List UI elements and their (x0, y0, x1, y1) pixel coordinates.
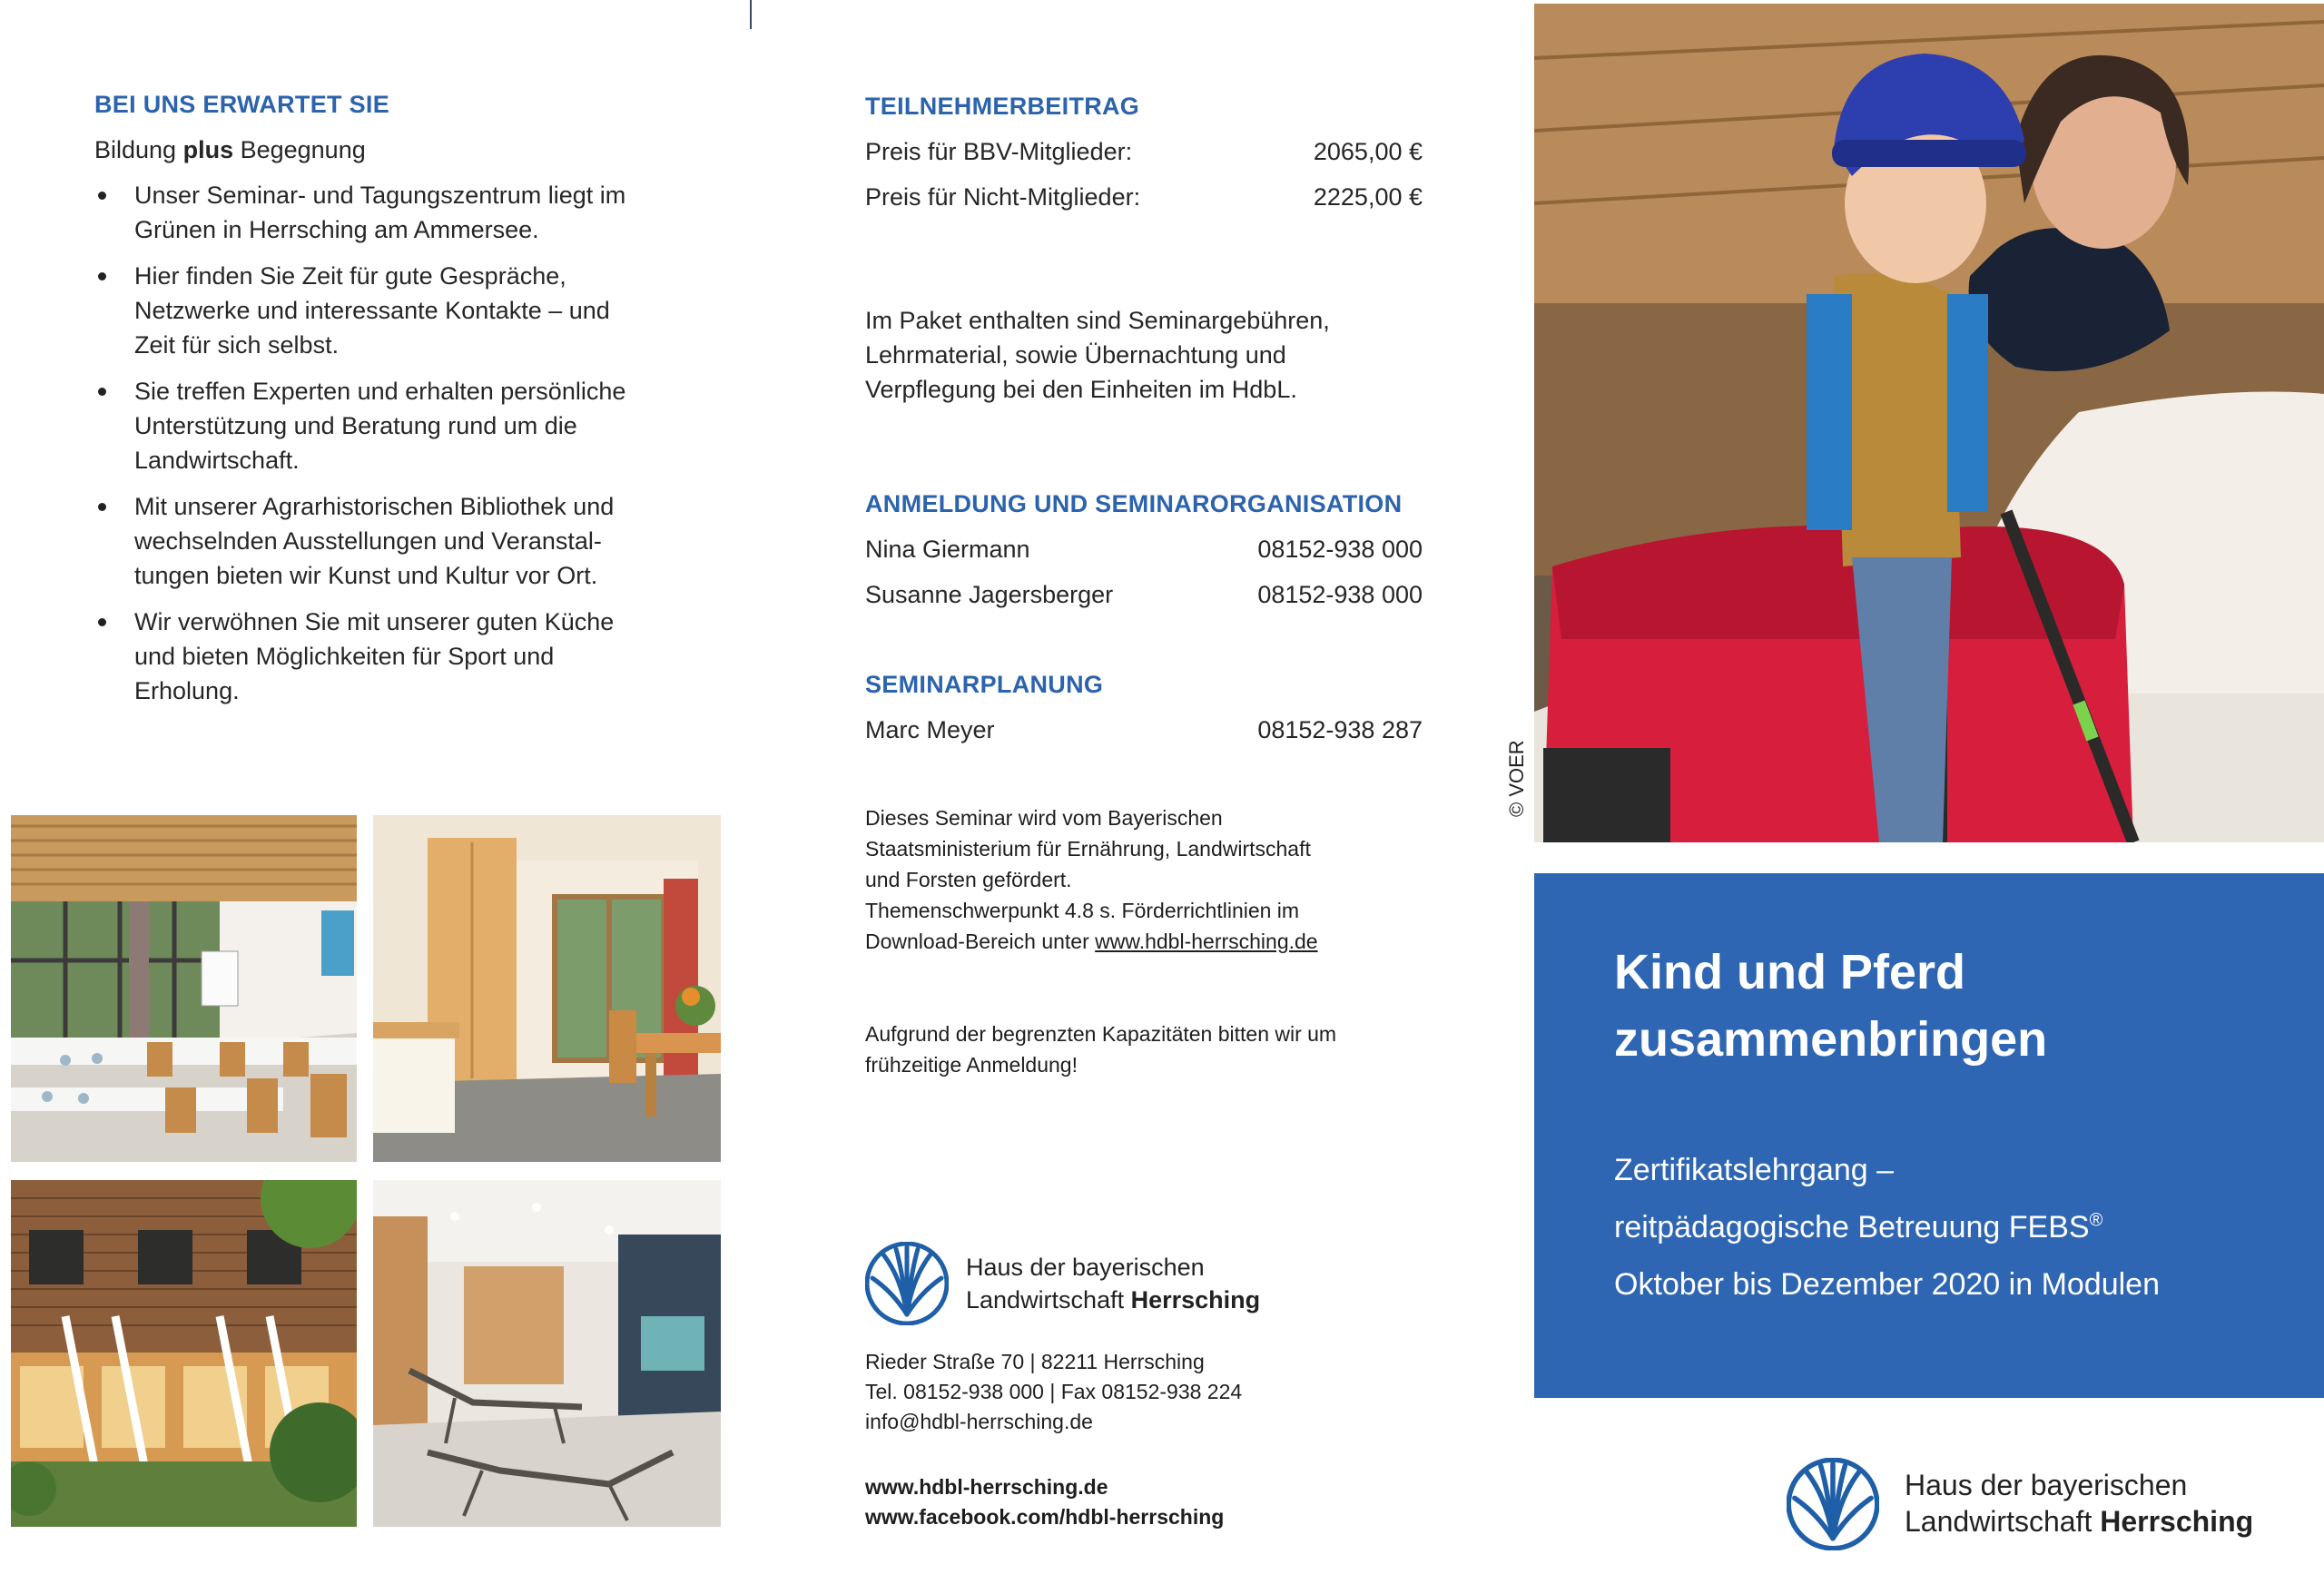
address-block: Rieder Straße 70 | 82211 Herrsching Tel. 08152-938 000 | Fax 08152-938 224 info@hdbl-herrsching.de (865, 1350, 1243, 1433)
hdbl-logo-icon (1787, 1458, 1879, 1550)
title-panel (1534, 873, 2324, 1398)
contact-row (865, 577, 1423, 612)
registration-heading: ANMELDUNG UND SEMINARORGANISATION (865, 490, 1403, 517)
price-label: Preis für BBV-Mitglieder: (865, 138, 1133, 165)
cover-photo-child-on-horse (1534, 4, 2324, 842)
planning-heading: SEMINARPLANUNG (865, 671, 1104, 698)
funding-note: Dieses Seminar wird vom Bayerischen Staatsministerium für Ernährung, Landwirtschaft und Forsten gefördert. Themenschwerpunkt 4.8 s. Förderrichtlinien im Download-Bereich unter www.hdbl-herrsching.de (865, 806, 1318, 953)
course-subtitle: Zertifikatslehrgang – reitpädagogische Betreuung FEBS® Oktober bis Dezember 2020 in Modulen (1614, 1153, 2160, 1302)
photo-credit: © VOER (1505, 740, 1528, 817)
fold-mark (750, 0, 752, 29)
section-heading-expect: BEI UNS ERWARTET SIE (94, 91, 390, 118)
contact-name: Susanne Jagersberger (865, 581, 1114, 608)
price-row-members (865, 134, 1423, 169)
price-row-non-members (865, 180, 1423, 214)
contact-row (865, 532, 1423, 566)
capacity-note: Aufgrund der begrenzten Kapazitäten bitten wir um frühzeitige Anmeldung! (865, 1022, 1337, 1077)
contact-phone: 08152-938 287 (1257, 716, 1423, 743)
price-label: Preis für Nicht-Mitglieder: (865, 183, 1141, 211)
contact-name: Marc Meyer (865, 716, 995, 743)
list-item: Hier finden Sie Zeit für gute Gespräche, Netzwerke und interessante Kontakte – und Zeit für sich selbst. (94, 259, 675, 362)
web-links (865, 1472, 1224, 1532)
building-facade-photo (11, 1180, 357, 1527)
contact-row (865, 713, 1423, 747)
contact-phone: 08152-938 000 (1257, 581, 1423, 608)
course-title: Kind und Pferd zusammenbringen (1614, 945, 2048, 1067)
price-value: 2065,00 € (1313, 138, 1423, 165)
seminar-room-photo (11, 815, 357, 1162)
website-link[interactable]: www.hdbl-herrsching.de (865, 1475, 1108, 1499)
package-info: Im Paket enthalten sind Seminargebühren, Lehrmaterial, sowie Übernachtung und Verpflegung bei den Einheiten im HdbL. (865, 307, 1330, 403)
hotel-room-photo (373, 815, 721, 1162)
list-item: Sie treffen Experten und erhalten persönliche Unterstützung und Beratung rund um die Landwirtschaft. (94, 374, 675, 477)
list-item: Unser Seminar- und Tagungszentrum liegt im Grünen in Herrsching am Ammersee. (94, 178, 675, 247)
contact-name: Nina Giermann (865, 536, 1030, 563)
facebook-link[interactable]: www.facebook.com/hdbl-herrsching (865, 1505, 1225, 1529)
hdbl-logo-icon (865, 1242, 949, 1325)
fee-heading: TEILNEHMERBEITRAG (865, 93, 1140, 120)
website-link[interactable]: www.hdbl-herrsching.de (1095, 930, 1318, 953)
hdbl-logo-text: Haus der bayerischen Landwirtschaft Herrsching (1905, 1469, 2254, 1538)
wellness-area-photo (373, 1180, 721, 1527)
intro-text: Bildung plus Begegnung (94, 136, 366, 163)
email-address[interactable]: info@hdbl-herrsching.de (865, 1410, 1093, 1433)
list-item: Mit unserer Agrarhistorischen Bibliothek und wechselnden Ausstellungen und Veranstal- tungen bieten wir Kunst und Kultur vor Ort. (94, 489, 675, 593)
contact-phone: 08152-938 000 (1257, 536, 1423, 563)
benefits-list (94, 178, 675, 720)
hdbl-logo-text: Haus der bayerischen Landwirtschaft Herrsching (966, 1254, 1261, 1313)
price-value: 2225,00 € (1313, 183, 1423, 211)
list-item: Wir verwöhnen Sie mit unserer guten Küche und bieten Möglichkeiten für Sport und Erholung. (94, 605, 675, 708)
